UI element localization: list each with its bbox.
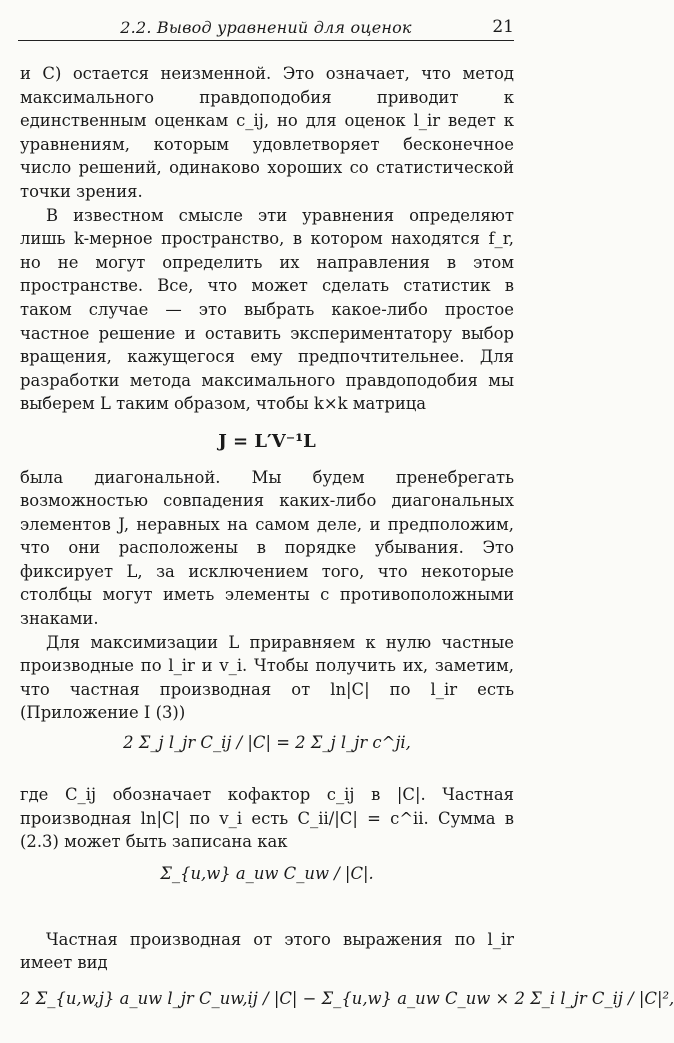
equation-j: J = L′V⁻¹L — [218, 430, 316, 452]
paragraph-4: Для максимизации L приравняем к нулю частные производные по l_ir и v_i. Чтобы получить их, заметим, что частная производная от ln|C| по l_ir есть (Приложение I (3)) — [20, 632, 514, 723]
equation-derivative-l — [20, 731, 514, 775]
paragraph-2: В известном смысле эти уравнения определяют лишь k-мерное пространство, в котором находятся f_r, но не могут определить их направления в этом пространстве. Все, что может сделать статистик в таком случае — это выбрать какое-либо простое частное решение и оставить экспериментатору выбор вращения, кажущегося ему предпочтительнее. Для разработки метода максимального правдоподобия мы выберем L таким образом, чтобы k×k матрица — [20, 205, 514, 414]
page-body — [20, 62, 674, 1043]
page-number: 21 — [492, 17, 514, 37]
paragraph-3: была диагональной. Мы будем пренебрегать возможностью совпадения каких-либо диагональных элементов J, неравных на самом деле, и предположим, что они расположены в порядке убывания. Это фиксирует L, за исключением того, что некоторые столбцы могут иметь элементы с противоположными знаками. — [20, 467, 514, 629]
paragraph-6: Частная производная от этого выражения по l_ir имеет вид — [20, 929, 514, 973]
running-header — [18, 14, 514, 41]
paragraph-1: и C) остается неизменной. Это означает, что метод максимального правдоподобия приводит к единственным оценкам c_ij, но для оценок l_ir ведет к уравнениям, которым удовлетворяет бесконечное число решений, одинаково хороших со статистической точки зрения. — [20, 64, 514, 201]
paragraph-5: где C_ij обозначает кофактор c_ij в |C|. Частная производная ln|C| по v_i есть C_ii/|C| = c^ii. Сумма в (2.3) может быть записана как — [20, 785, 514, 852]
section-title: 2.2. Вывод уравнений для оценок — [120, 18, 412, 37]
equation-sum-text: Σ_{u,w} a_uw C_uw / |C|. — [160, 863, 374, 883]
equation-partial-text: 2 Σ_{u,w,j} a_uw l_jr C_uw,ij / |C| − Σ_{u,w} a_uw C_uw × 2 Σ_i l_jr C_ij / |C|², — [20, 989, 674, 1008]
equation-partial — [20, 987, 674, 1043]
equation-derivative-l-text: 2 Σ_j l_jr C_ij / |C| = 2 Σ_j l_jr c^ji, — [123, 733, 411, 753]
equation-sum — [20, 862, 514, 916]
